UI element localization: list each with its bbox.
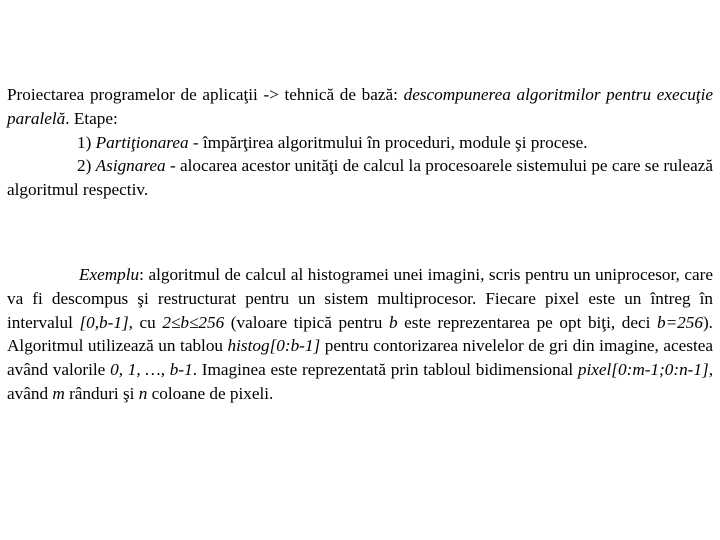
intro-text: Proiectarea programelor de aplicaţii -> tehnică de bază:	[7, 85, 404, 104]
example-math: pixel[0:m-1;0:n-1]	[577, 360, 709, 380]
example-math: n	[138, 383, 148, 403]
step-1	[7, 131, 713, 155]
example-math: histog[0:b-1]	[227, 336, 321, 356]
example-math: 0, 1, …, b-1	[110, 360, 193, 380]
example-math: b	[388, 312, 398, 332]
example-text: ). Algoritmul utilizează un tablou	[7, 312, 713, 356]
example-math: b=256	[656, 312, 703, 332]
example-text: pentru contorizarea nivelelor de gri din imagine, acestea având valorile	[7, 336, 713, 380]
example-text: rânduri şi	[64, 383, 139, 403]
example-paragraph	[7, 263, 713, 406]
example-text: este reprezentarea pe opt biţi, deci	[397, 312, 657, 332]
example-text: coloane de pixeli.	[147, 383, 274, 403]
step-1-term: Partiţionarea	[95, 132, 189, 152]
intro-tail: . Etape:	[65, 108, 118, 128]
step-2-description: - alocarea acestor unităţi de calcul la procesoarele sistemului pe care se rulează algoritmul respectiv.	[7, 156, 713, 200]
example-math: [0,b-1]	[79, 312, 129, 332]
intro-paragraph	[7, 83, 713, 202]
step-1-description: - împărţirea algoritmului în proceduri, module şi procese.	[188, 132, 588, 152]
example-math: m	[52, 383, 65, 403]
step-2-number: 2)	[77, 156, 96, 176]
example-math: 2≤b≤256	[162, 312, 225, 332]
example-text: , având	[7, 360, 713, 403]
example-text: . Imaginea este reprezentată prin tabloul bidimensional	[192, 360, 578, 380]
example-text: (valoare tipică pentru	[224, 312, 389, 332]
step-2-term: Asignarea	[95, 156, 166, 176]
example-text: , cu	[128, 312, 163, 332]
step-2	[7, 154, 713, 202]
step-1-number: 1)	[77, 132, 96, 152]
example-label: Exemplu	[79, 265, 140, 284]
intro-emphasis: descompunerea algoritmilor pentru execuţie paralelă	[7, 85, 713, 128]
example-text: : algoritmul de calcul al histogramei unei imagini, scris pentru un uniprocesor, care va fi descompus şi restructurat pentru un sistem multiprocesor. Fiecare pixel este un întreg în intervalul	[7, 265, 713, 332]
